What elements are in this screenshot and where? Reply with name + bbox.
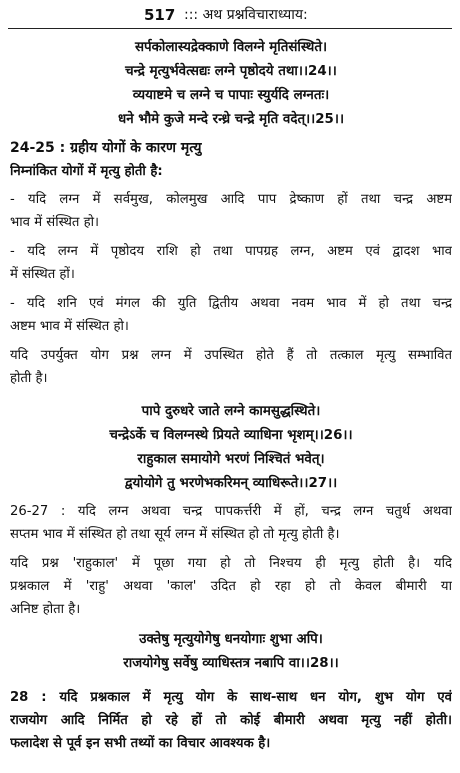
verse-line: चन्द्रेऽर्के च विलग्नस्थे प्रियते व्याधिना भृशम्।।26।।	[109, 428, 353, 443]
bullet-2	[10, 240, 452, 286]
verse-line: पापे दुरुधरे जाते लग्ने कामसुद्धस्थिते।	[141, 404, 321, 419]
verse-line: उक्तेषु मृत्युयोगेषु धनयोगाः शुभा अपि।	[139, 632, 323, 647]
text-line: यदि उपर्युक्त योग प्रश्न लग्न में उपस्थित होते हैं तो तत्काल मृत्यु सम्भावित	[10, 348, 452, 363]
text-line: में संस्थित हों।	[10, 267, 75, 282]
section-intro	[10, 160, 452, 183]
header-divider	[8, 28, 452, 29]
text-line: सप्तम भाव में संस्थित हो तथा सूर्य लग्न में संस्थित हो तो मृत्यु होती है।	[10, 527, 340, 542]
bullet-3	[10, 292, 452, 338]
commentary-28	[10, 686, 452, 755]
verse-24-25	[10, 36, 452, 132]
verse-26-27	[10, 400, 452, 496]
text-line: होती है।	[10, 371, 48, 386]
commentary-24-25	[10, 136, 452, 183]
verse-line: धने भौमे कुजे मन्दे रन्ध्रे चन्द्रे मृति वदेत्।।25।।	[117, 112, 345, 127]
closing-paragraph	[10, 344, 452, 390]
text-line: 28 : यदि प्रश्नकाल में मृत्यु योग के साथ-साथ धन योग, शुभ योग एवं	[10, 690, 452, 705]
page-number: 517	[144, 6, 176, 24]
text-line: भाव में संस्थित हो।	[10, 215, 100, 230]
section-heading: 24-25 : ग्रहीय योगों के कारण मृत्यु	[10, 140, 202, 156]
verse-line: चन्द्रे मृत्युर्भवेत्सद्यः लग्ने पृष्ठोदये तथा।।24।।	[125, 64, 337, 79]
verse-line: व्ययाष्टमे च लग्ने च पापाः स्युर्यदि लग्नतः।	[132, 88, 330, 103]
bullet-1	[10, 188, 452, 234]
chapter-title: ::: अथ प्रश्नविचाराध्याय:	[184, 7, 308, 23]
text-line: - यदि लग्न में पृष्ठोदय राशि हो तथा पापग्रह लग्न, अष्टम एवं द्वादश भाव	[10, 244, 452, 259]
commentary-26-27	[10, 500, 452, 546]
verse-28	[10, 628, 452, 676]
verse-line: द्वयोयोगे तु भरणेभकरिमन् व्याधिरूते।।27।।	[124, 476, 338, 491]
text-line: - यदि शनि एवं मंगल की युति द्वितीय अथवा नवम भाव में हो तथा चन्द्र	[10, 296, 452, 311]
text-line: - यदि लग्न में सर्वमुख, कोलमुख आदि पाप द्रेष्काण हों तथा चन्द्र अष्टम	[10, 192, 452, 207]
text-line: यदि प्रश्न 'राहुकाल' में पूछा गया हो तो निश्चय ही मृत्यु होती है। यदि	[10, 556, 452, 571]
text-line: राजयोग आदि निर्मित हो रहे हों तो कोई बीमारी अथवा मृत्यु नहीं होती।	[10, 713, 452, 728]
verse-line: राहुकाल समायोगे भरणं निश्चितं भवेत्।	[137, 452, 325, 467]
text-line: अष्टम भाव में संस्थित हो।	[10, 319, 129, 334]
text-line: अनिष्ट होता है।	[10, 602, 81, 617]
text-line: निम्नांकित योगों में मृत्यु होती है:	[10, 164, 163, 179]
text-line: 26-27 : यदि लग्न अथवा चन्द्र पापकर्त्तरी में हों, चन्द्र लग्न चतुर्थ अथवा	[10, 504, 452, 519]
rahukaal-paragraph	[10, 552, 452, 621]
verse-line: सर्पकोलास्यद्रेक्काणे विलग्ने मृतिसंस्थिते।	[134, 40, 328, 55]
verse-line: राजयोगेषु सर्वेषु व्याधिस्तत्र नबापि वा।।28।।	[123, 656, 339, 671]
text-line: प्रश्नकाल में 'राहु' अथवा 'काल' उदित हो रहा हो तो केवल बीमारी या	[10, 579, 452, 594]
text-line: फलादेश से पूर्व इन सभी तथ्यों का विचार आवश्यक है।	[10, 736, 271, 751]
page-header	[0, 4, 460, 26]
